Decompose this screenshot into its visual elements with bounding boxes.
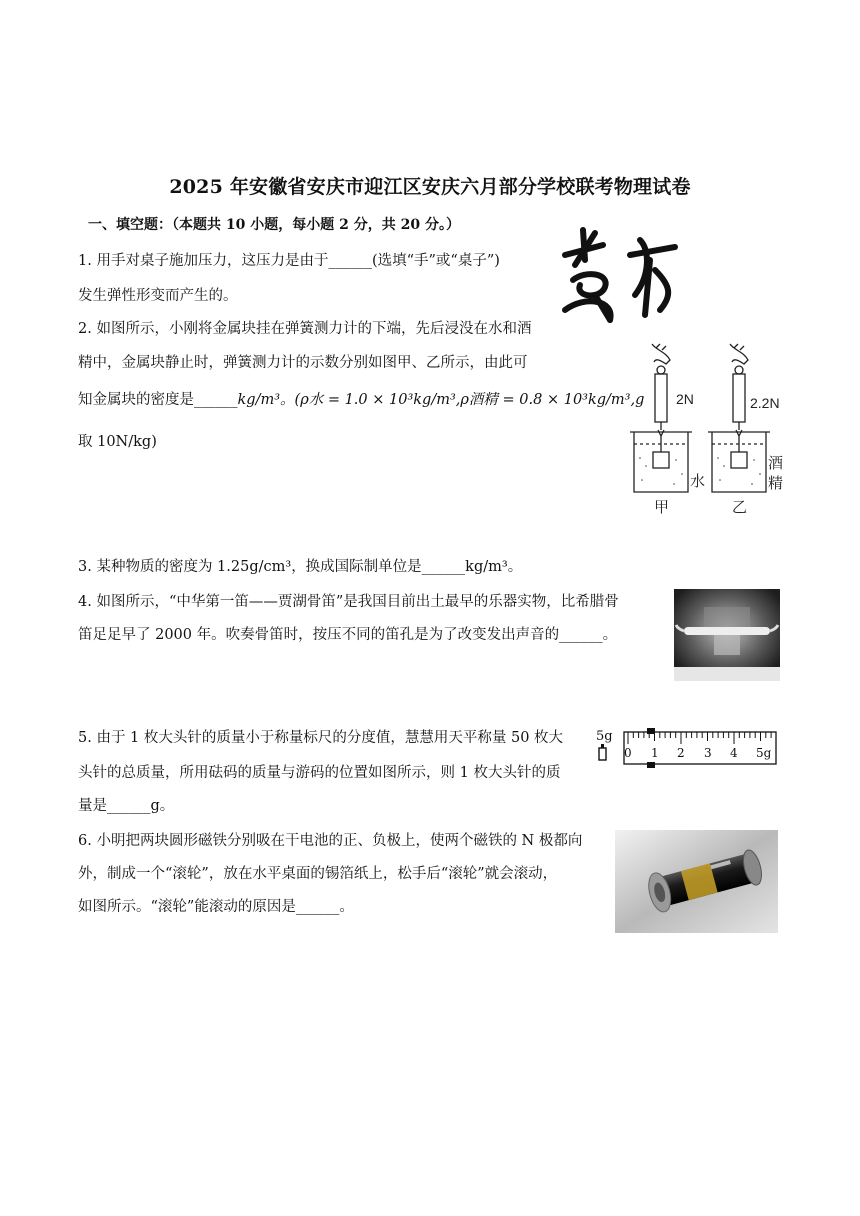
q3-line1: 3. 某种物质的密度为 1.25g/cm³，换成国际制单位是______kg/m³。 (78, 559, 523, 575)
weight-label: 5g (596, 729, 613, 744)
scale-tick-5: 5g (756, 746, 772, 760)
scale-tick-3: 3 (704, 746, 712, 760)
balance-scale-figure (596, 724, 786, 774)
rider-top (647, 728, 655, 734)
q5-line2: 头针的总质量，所用砝码的质量与游码的位置如图所示，则 1 枚大头针的质 (78, 765, 561, 781)
q2-line3-constants: 。(ρ水 = 1.0 × 10³kg/m³,ρ酒精 = 0.8 × 10³kg/m³,g (280, 392, 645, 408)
scale-tick-2: 2 (677, 746, 685, 760)
right-reading-label: 2.2N (750, 395, 780, 411)
q2-line3 (78, 388, 644, 409)
q1-line1: 1. 用手对桌子施加压力，这压力是由于______(选填“手”或“桌子”) (78, 253, 500, 269)
water-label: 水 (690, 472, 706, 490)
q6-line2: 外，制成一个“滚轮”，放在水平桌面的锡箔纸上，松手后“滚轮”就会滚动， (78, 866, 558, 882)
spring-scale-figure (626, 340, 786, 520)
alcohol-label-2: 精 (768, 474, 784, 492)
q5-line1: 5. 由于 1 枚大头针的质量小于称量标尺的分度值，慧慧用天平称量 50 枚大 (78, 730, 564, 746)
q6-line3: 如图所示。“滚轮”能滚动的原因是______。 (78, 899, 354, 915)
section-heading: 一、填空题：（本题共 10 小题，每小题 2 分，共 20 分。） (88, 217, 460, 233)
q2-density-unit: kg/m³ (237, 392, 281, 408)
alcohol-label-1: 酒 (768, 454, 784, 472)
scale-tick-1: 1 (651, 746, 659, 760)
scale-tick-4: 4 (730, 746, 738, 760)
q5-line3: 量是______g。 (78, 798, 175, 814)
q1-line2: 发生弹性形变而产生的。 (78, 288, 238, 304)
left-reading-label: 2N (676, 391, 694, 407)
q2-line2: 精中，金属块静止时，弹簧测力计的示数分别如图甲、乙所示，由此可 (78, 355, 528, 371)
q4-line1: 4. 如图所示，“中华第一笛——贾湖骨笛”是我国目前出土最早的乐器实物，比希腊骨 (78, 594, 619, 610)
q2-line1: 2. 如图所示，小刚将金属块挂在弹簧测力计的下端，先后浸没在水和酒 (78, 321, 532, 337)
figure-caption-jia: 甲 (654, 498, 670, 516)
page-title: 2025 年安徽省安庆市迎江区安庆六月部分学校联考物理试卷 (169, 176, 691, 198)
q2-line4: 取 10N/kg) (78, 434, 157, 450)
weight-icon (599, 748, 606, 760)
bone-flute-photo (674, 589, 780, 681)
rider-bottom (647, 762, 655, 768)
scale-tick-0: 0 (624, 746, 632, 760)
figure-caption-yi: 乙 (732, 498, 748, 516)
q6-line1: 6. 小明把两块圆形磁铁分别吸在干电池的正、负极上，使两个磁铁的 N 极都向 (78, 833, 583, 849)
battery-roller-photo (615, 830, 778, 933)
q2-line3-text: 知金属块的密度是______ (78, 392, 238, 408)
q4-line2: 笛足足早了 2000 年。吹奏骨笛时，按压不同的笛孔是为了改变发出声音的______。 (78, 627, 618, 643)
handwriting-scribble-image (555, 225, 690, 325)
